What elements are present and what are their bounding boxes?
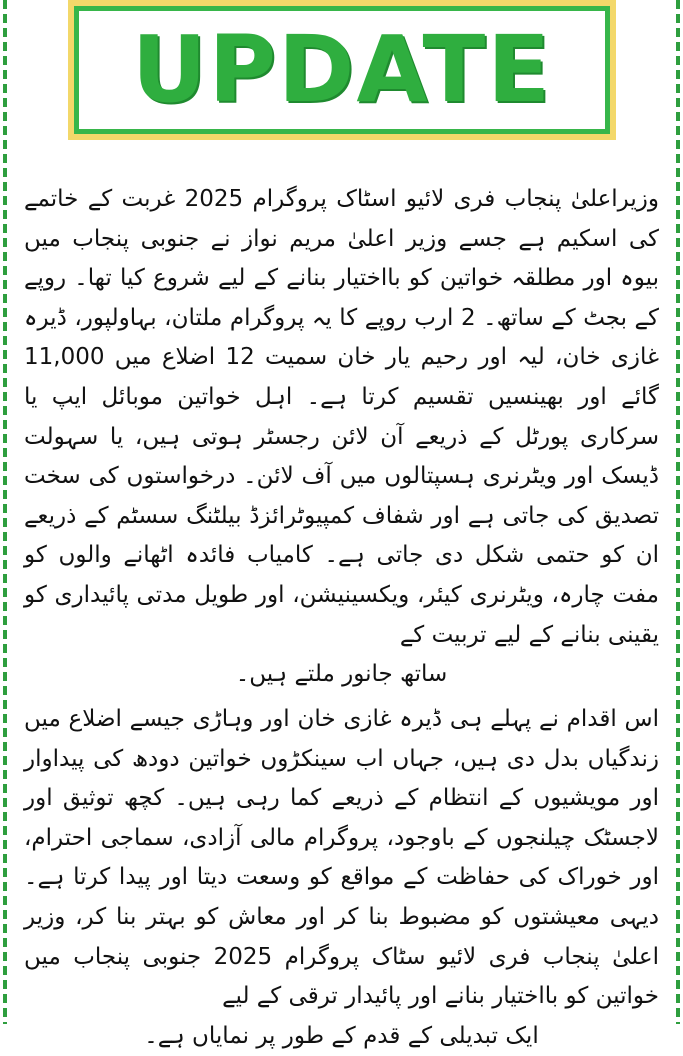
article-paragraph-1-text: وزیراعلیٰ پنجاب فری لائیو اسٹاک پروگرام 2025 غربت کے خاتمے کی اسکیم ہے جسے وزیر اعلیٰ مریم نواز نے جنوبی پنجاب میں بیوہ اور مطلقہ خواتین کو بااختیار بنانے کے لیے شروع کیا تھا۔ روپے کے بجٹ کے ساتھ۔ 2 ارب روپے کا یہ پروگرام ملتان، بہاولپور، ڈیرہ غازی خان، لیہ اور رحیم یار خان سمیت 12 اضلاع میں 11,000 گائے اور بھینسیں تقسیم کرتا ہے۔ اہل خواتین موبائل ایپ یا سرکاری پورٹل کے ذریعے آن لائن رجسٹر ہوتی ہیں، یا سہولت ڈیسک اور ویٹرنری ہسپتالوں میں آف لائن۔ درخواستوں کی سخت تصدیق کی جاتی ہے اور شفاف کمپیوٹرائزڈ بیلٹنگ سسٹم کے ذریعے ان کو حتمی شکل دی جاتی ہے۔ کامیاب فائدہ اٹھانے والوں کو مفت چارہ، ویٹرنری کیئر، ویکسینیشن، اور طویل مدتی پائیداری کو یقینی بنانے کے لیے تربیت کے — [24, 186, 659, 648]
article-paragraph-2-text: اس اقدام نے پہلے ہی ڈیرہ غازی خان اور وہاڑی جیسے اضلاع میں زندگیاں بدل دی ہیں، جہاں اب سینکڑوں خواتین دودھ کی پیداوار اور مویشیوں کے انتظام کے ذریعے کما رہی ہیں۔ کچھ توثیق اور لاجسٹک چیلنجوں کے باوجود، پروگرام مالی آزادی، سماجی احترام، اور خوراک کی حفاظت کے مواقع کو وسعت دیتا اور پیدا کرتا ہے۔ دیہی معیشتوں کو مضبوط بنا کر اور معاش کو بہتر بنا کر، وزیر اعلیٰ پنجاب فری لائیو سٹاک پروگرام 2025 جنوبی پنجاب میں خواتین کو بااختیار بنانے اور پائیدار ترقی کے لیے — [24, 706, 659, 1010]
article-paragraph-2 — [24, 700, 659, 1056]
article-paragraph-1-last-line: ساتھ جانور ملتے ہیں۔ — [235, 661, 448, 688]
update-banner-frame — [74, 6, 610, 134]
update-banner-title: UPDATE — [131, 16, 553, 123]
right-decorative-border — [673, 0, 683, 1024]
update-banner — [68, 0, 616, 140]
left-decorative-border — [0, 0, 10, 1024]
article-paragraph-1 — [24, 180, 659, 695]
article-paragraph-2-last-line: ایک تبدیلی کے قدم کے طور پر نمایاں ہے۔ — [144, 1022, 539, 1049]
